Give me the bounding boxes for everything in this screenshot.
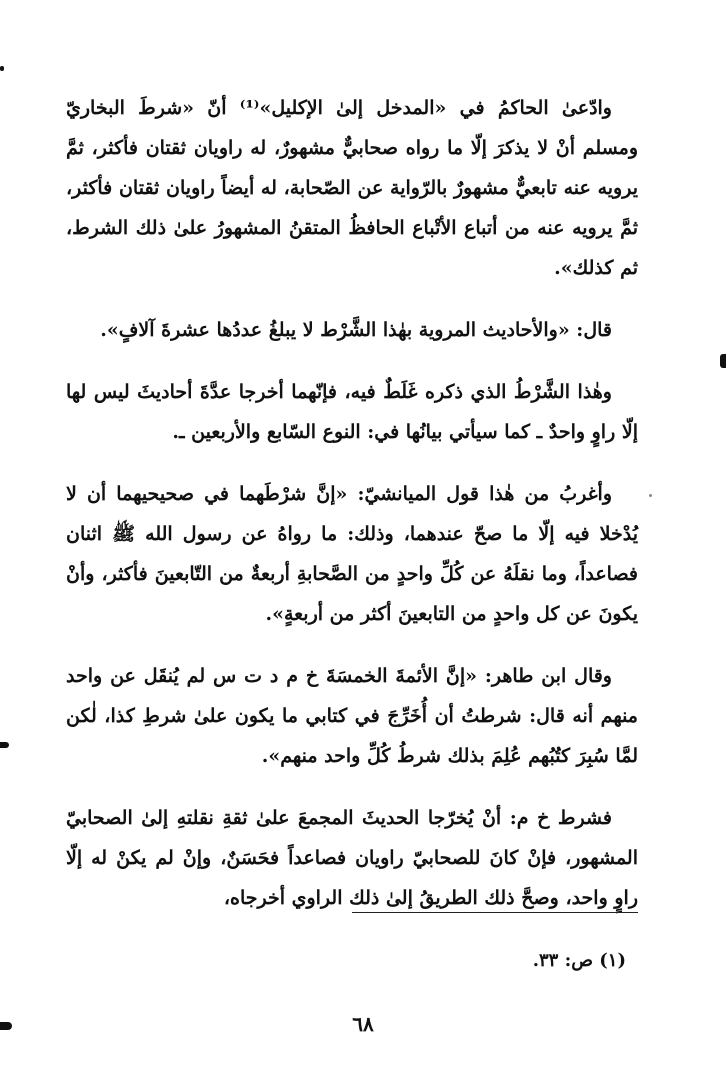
scan-artifact-right [720, 354, 726, 368]
scan-artifact-dot [0, 66, 4, 71]
footnote: (١) ص: ٣٣. [532, 950, 626, 971]
paragraph-hakim-claim: وادّعىٰ الحاكمُ في «المدخل إلىٰ الإكليل»⁽¹⁾ أنّ «شرطَ البخاريّ ومسلم أنْ لا يذكرَ إلّا ما رواه صحابيٌّ مشهورٌ، له راويان ثقتان فأكثر، ثمَّ يرويه عنه تابعيٌّ مشهورٌ بالرّواية عن الصّحابة، له أيضاً راويان ثقتان فأكثر، ثمَّ يرويه عنه من أتباع الأتْباع الحافظُ المتقنُ المشهورُ علىٰ ذلك الشرط، ثم كذلك». [66, 97, 638, 279]
paragraph-condition: فشرط خ م: أنْ يُخرّجا الحديثَ المجمعَ علىٰ ثقةِ نقلتهِ إلىٰ الصحابيّ المشهور، فإنْ كانَ للصحابيّ راويان فصاعداً فحَسَنٌ، وإنْ لم يكنْ له إلّا راوٍ واحد، وصحَّ ذلك الطريقُ إلىٰ ذلك الراوي أخرجاه، [66, 807, 638, 909]
main-text [66, 88, 638, 940]
scan-speck [649, 494, 652, 497]
page-number: ٦٨ [352, 1012, 374, 1036]
paragraph-refutation: وهٰذا الشَّرْطُ الذي ذكره غَلَطٌ فيه، فإنّهما أخرجا عدَّةَ أحاديثَ ليس لها إلّا راوٍ واحدٌ ـ كما سيأتي بيانُها في: النوع السّابع والأربعين ـ. [66, 381, 638, 443]
scan-artifact-left [0, 742, 9, 748]
paragraph-ibn-tahir: وقال ابن طاهر: «إنَّ الأئمةَ الخمسَةَ خ م د ت س لم يُنقَل عن واحد منهم أنه قال: شرطتُ أن أُخَرِّجَ في كتابي ما يكون علىٰ شرطِ كذا، لٰكن لمَّا سُبِرَ كتُبُهم عُلِمَ بذلك شرطُ كُلِّ واحد منهم». [66, 665, 638, 767]
footnote-divider [352, 912, 638, 913]
paragraph-hakim-count: قال: «والأحاديث المروية بهٰذا الشَّرْط لا يبلغُ عددُها عشرةَ آلافٍ». [100, 319, 612, 341]
paragraph-mayanishi: وأغربُ من هٰذا قول الميانشيّ: «إنَّ شرْطَهما في صحيحيهما أن لا يُدْخلا فيه إلّا ما صحّ عندهما، وذلك: ما رواهُ عن رسول الله ﷺ اثنان فصاعداً، وما نقلَهُ عن كُلِّ واحدٍ من الصَّحابةِ أربعةٌ من التّابعينَ فأكثر، وأنْ يكونَ عن كل واحدٍ من التابعينَ أكثر من أربعةٍ». [66, 483, 638, 625]
